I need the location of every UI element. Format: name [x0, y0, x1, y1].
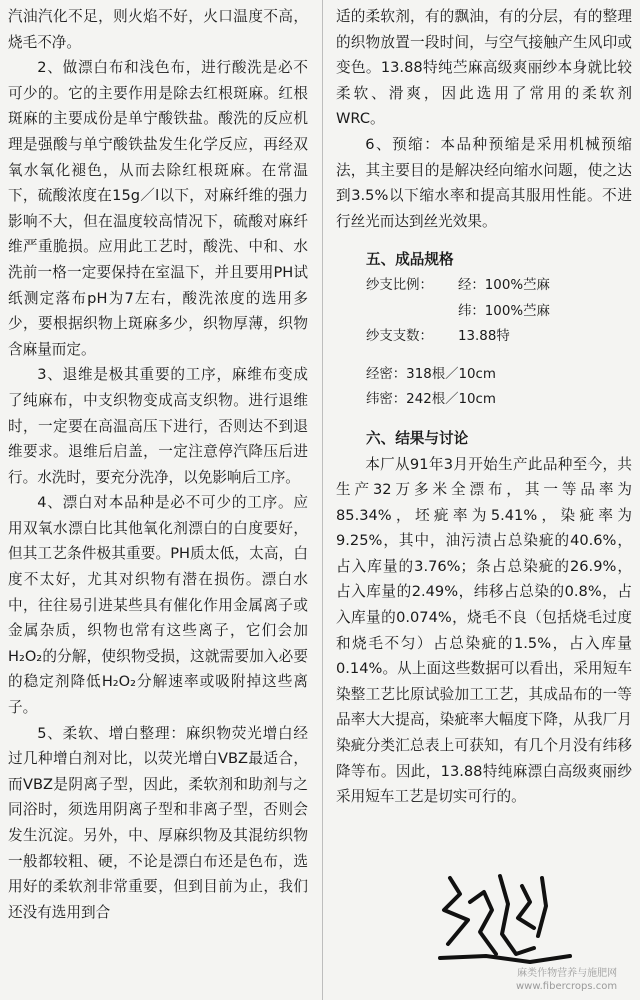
spec-value-weft: 纬：100%苎麻 — [458, 303, 550, 319]
handwritten-signature — [430, 858, 580, 968]
spec-value-warp: 经：100%苎麻 — [458, 277, 550, 293]
spec-row-ratio — [366, 273, 632, 299]
product-spec-block — [336, 273, 632, 413]
watermark-line-url: www.fibercrops.com — [516, 981, 618, 992]
paragraph-desizing: 3、退维是极其重要的工序，麻维布变成了纯麻布，中支织物变成高支织物。进行退维时，一定要在高温高压下进行，否则达不到退维要求。退维后启盖，一定注意停汽降压后进行。水洗时，要充分洗净，以免影响后工序。 — [8, 366, 308, 486]
section-heading-product-spec: 五、成品规格 — [366, 251, 454, 269]
left-column — [8, 4, 308, 925]
spec-warp-density: 经密：318根／10cm — [366, 366, 496, 382]
spec-value-count: 13.88特 — [458, 329, 510, 345]
site-watermark — [516, 967, 617, 993]
spec-row-weft — [366, 299, 632, 325]
column-divider — [322, 0, 323, 1000]
spec-weft-density: 纬密：242根／10cm — [366, 392, 496, 408]
paragraph-softener-cont: 适的柔软剂，有的飘油，有的分层，有的整理的织物放置一段时间，与空气接触产生风印或变色。13.88特纯苎麻高级爽丽纱本身就比较柔软、滑爽，因此选用了常用的柔软剂WRC。 — [336, 8, 632, 128]
watermark-line-site-name: 麻类作物营养与施肥网 — [517, 968, 618, 979]
spec-label-count: 纱支支数： — [366, 329, 433, 345]
paragraph-preshrink: 6、预缩：本品种预缩是采用机械预缩法，其主要目的是解决经向缩水问题，使之达到3.5%以下缩水率和提高其服用性能。不进行丝光而达到丝光效果。 — [336, 135, 632, 230]
paragraph-ignition-end: 汽油汽化不足，则火焰不好，火口温度不高，烧毛不净。 — [8, 8, 308, 51]
right-column — [336, 4, 632, 810]
spec-label-ratio: 纱支比例： — [366, 277, 433, 293]
spec-row-count — [366, 324, 632, 350]
section-heading-results: 六、结果与讨论 — [366, 429, 469, 447]
paragraph-acid-wash: 2、做漂白布和浅色布，进行酸洗是必不可少的。它的主要作用是除去红根斑麻。红根斑麻的主要成份是单宁酸铁盐。酸洗的反应机理是强酸与单宁酸铁盐发生化学反应，再经双氧水氧化褪色，从而去除红根斑麻。在常温下，硫酸浓度在15g／l以下，对麻纤维的强力影响不大，但在温度较高情况下，硫酸对麻纤维严重脆损。应用此工艺时，酸洗、中和、水洗前一格一定要保持在室温下，并且要用PH试纸测定落布pH为7左右，酸洗浓度的选用多少，要根据织物上斑麻多少，织物厚薄，织物含麻量而定。 — [8, 59, 308, 358]
paragraph-results: 本厂从91年3月开始生产此品种至今，共生产32万多米全漂布，其一等品率为85.34%，坯疵率为5.41%，染疵率为9.25%，其中，油污渍占总染疵的40.6%，占入库量的3.76%；条占总染疵的26.9%，占入库量的2.49%，纬移占总染的0.8%，占入库量的0.074%，烧毛不良（包括烧毛过度和烧毛不匀）占总染疵的1.5%，占入库量0.14%。从上面这些数据可以看出，采用短车染整工艺比原试验加工工艺，其成品布的一等品率大大提高，染疵率大幅度下降，从我厂月染疵分类汇总表上可获知，有几个月没有纬移降等布。因此，13.88特纯麻漂白高级爽丽纱采用短车工艺是切实可行的。 — [336, 455, 632, 806]
paragraph-bleaching: 4、漂白对本品种是必不可少的工序。应用双氧水漂白比其他氧化剂漂白的白度要好，但其工艺条件极其重要。PH质太低，太高，白度不太好，尤其对织物有潜在损伤。漂白水中，往往易引进某些具有催化作用金属离子或金属杂质，织物也常有这些离子，它们会加H₂O₂的分解，使织物受损，这就需要加入必要的稳定剂降低H₂O₂分解速率或吸附掉这些离子。 — [8, 494, 308, 717]
paragraph-softening: 5、柔软、增白整理：麻织物荧光增白经过几种增白剂对比，以荧光增白VBZ最适合，而VBZ是阴离子型，因此，柔软剂和助剂与之同浴时，须选用阴离子型和非离子型，否则会发生沉淀。另外，中、厚麻织物及其混纺织物一般都较粗、硬，不论是漂白布还是色布，选用好的柔软剂非常重要，但到目前为止，我们还没有选用到合 — [8, 724, 308, 921]
